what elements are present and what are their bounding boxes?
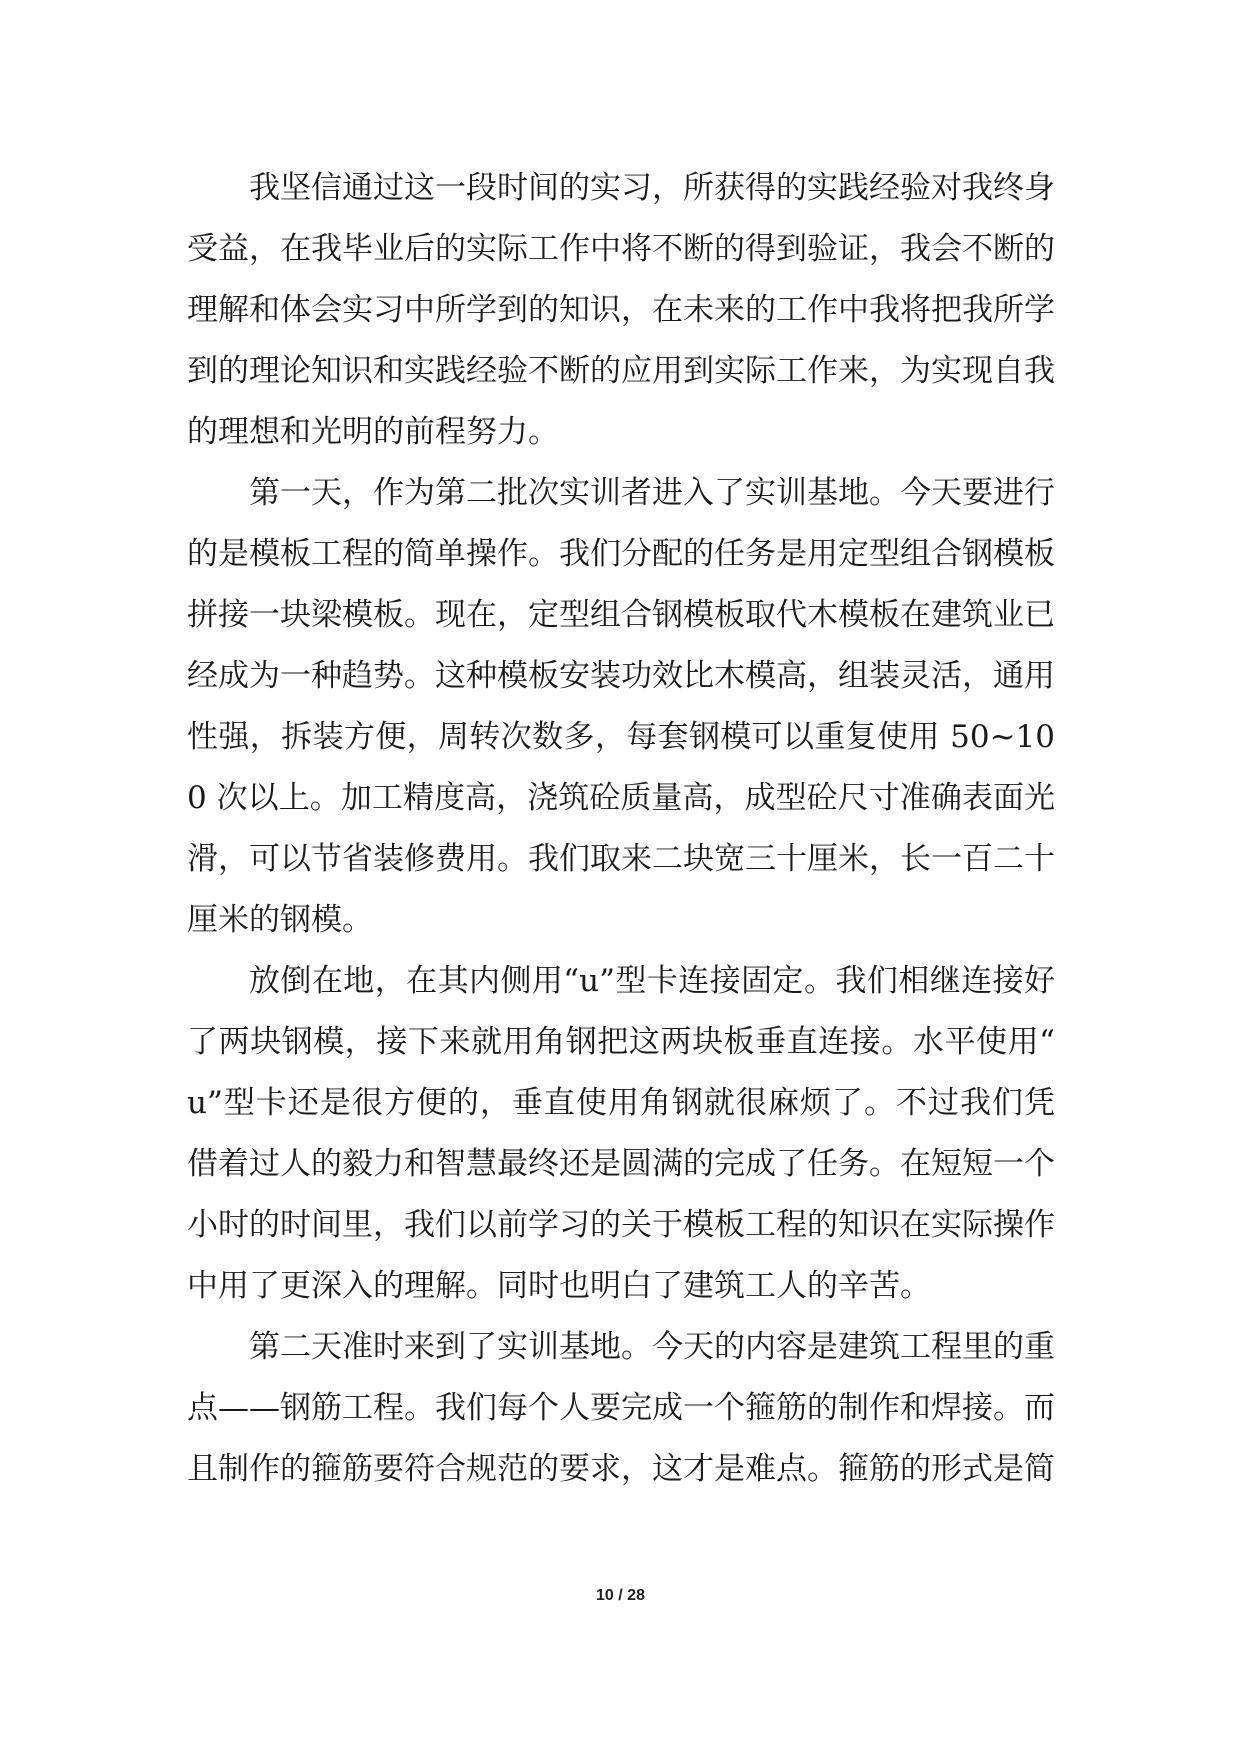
paragraph-1: 我坚信通过这一段时间的实习，所获得的实践经验对我终身受益，在我毕业后的实际工作中将不断的得到验证，我会不断的理解和体会实习中所学到的知识，在未来的工作中我将把我所学到的理论知识和实践经验不断的应用到实际工作来，为实现自我的理想和光明的前程努力。 [187,170,1055,450]
paragraph-2: 第一天，作为第二批次实训者进入了实训基地。今天要进行的是模板工程的简单操作。我们分配的任务是用定型组合钢模板拼接一块梁模板。现在，定型组合钢模板取代木模板在建筑业已经成为一种趋势。这种模板安装功效比木模高，组装灵活，通用性强，拆装方便，周转次数多，每套钢模可以重复使用 50~100 次以上。加工精度高，浇筑砼质量高，成型砼尺寸准确表面光滑，可以节省装修费用。我们取来二块宽三十厘米，长一百二十厘米的钢模。 [187,475,1055,938]
document-body [187,158,1055,1500]
page-number: 10 / 28 [596,1587,645,1604]
paragraph-4: 第二天准时来到了实训基地。今天的内容是建筑工程里的重点——钢筋工程。我们每个人要完成一个箍筋的制作和焊接。而且制作的箍筋要符合规范的要求，这才是难点。箍筋的形式是简 [187,1329,1055,1487]
paragraph-3: 放倒在地，在其内侧用“u”型卡连接固定。我们相继连接好了两块钢模，接下来就用角钢把这两块板垂直连接。水平使用“u”型卡还是很方便的，垂直使用角钢就很麻烦了。不过我们凭借着过人的毅力和智慧最终还是圆满的完成了任务。在短短一个小时的时间里，我们以前学习的关于模板工程的知识在实际操作中用了更深入的理解。同时也明白了建筑工人的辛苦。 [187,963,1055,1304]
